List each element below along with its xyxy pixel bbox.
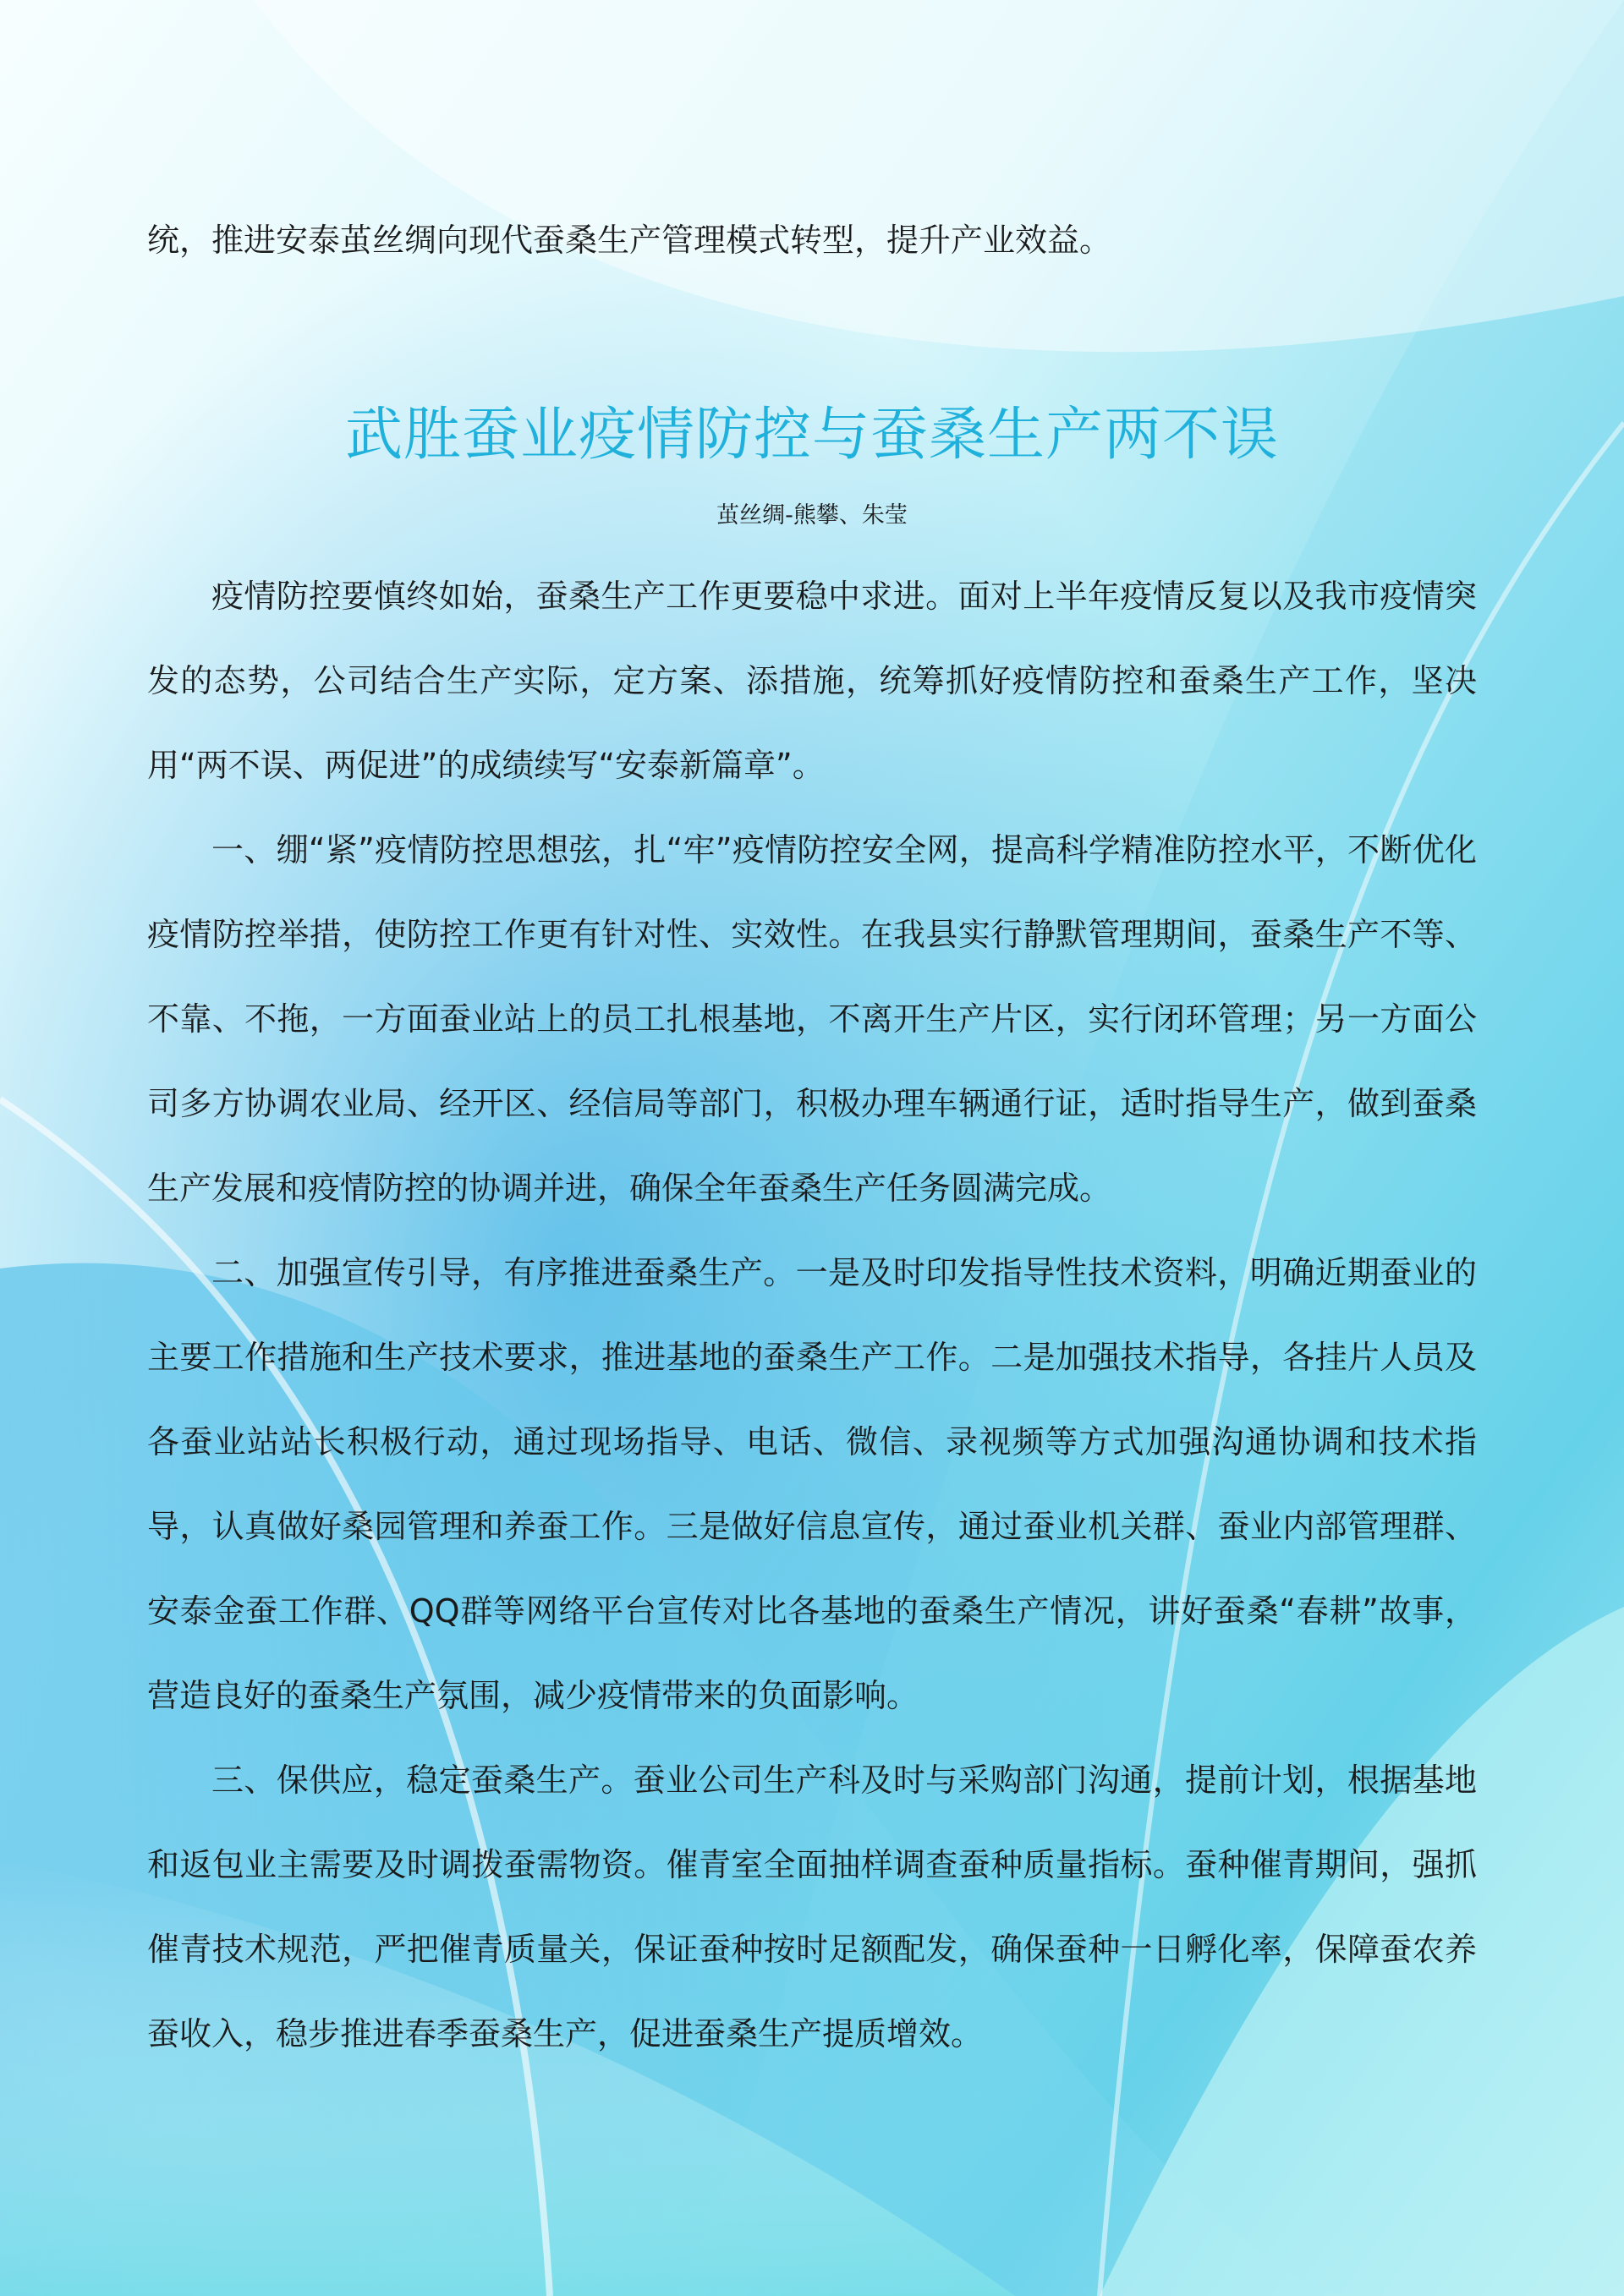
article-title: 武胜蚕业疫情防控与蚕桑生产两不误 [344,402,1279,469]
paragraph-point-1: 一、绷“紧”疫情防控思想弦，扎“牢”疫情防控安全网，提高科学精准防控水平，不断优化疫情防控举措，使防控工作更有针对性、实效性。在我县实行静默管理期间，蚕桑生产不等、不靠、不拖，一方面蚕业站上的员工扎根基地，不离开生产片区，实行闭环管理；另一方面公司多方协调农业局、经开区、经信局等部门，积极办理车辆通行证，适时指导生产，做到蚕桑生产发展和疫情防控的协调并进，确保全年蚕桑生产任务圆满完成。 [147,831,1477,1207]
continued-paragraph-line: 统，推进安泰茧丝绸向现代蚕桑生产管理模式转型，提升产业效益。 [147,222,1112,259]
paragraph-point-3: 三、保供应，稳定蚕桑生产。蚕业公司生产科及时与采购部门沟通，提前计划，根据基地和返包业主需要及时调拨蚕需物资。催青室全面抽样调查蚕种质量指标。蚕种催青期间，强抓催青技术规范，严把催青质量关，保证蚕种按时足额配发，确保蚕种一日孵化率，保障蚕农养蚕收入，稳步推进春季蚕桑生产，促进蚕桑生产提质增效。 [147,1762,1477,2052]
paragraph-intro: 疫情防控要慎终如始，蚕桑生产工作更要稳中求进。面对上半年疫情反复以及我市疫情突发的态势，公司结合生产实际，定方案、添措施，统筹抓好疫情防控和蚕桑生产工作，坚决用“两不误、两促进”的成绩续写“安泰新篇章”。 [147,578,1477,784]
article-body [147,554,1477,2076]
paragraph-point-2: 二、加强宣传引导，有序推进蚕桑生产。一是及时印发指导性技术资料，明确近期蚕业的主要工作措施和生产技术要求，推进基地的蚕桑生产工作。二是加强技术指导，各挂片人员及各蚕业站站长积极行动，通过现场指导、电话、微信、录视频等方式加强沟通协调和技术指导，认真做好桑园管理和养蚕工作。三是做好信息宣传，通过蚕业机关群、蚕业内部管理群、安泰金蚕工作群、QQ群等网络平台宣传对比各基地的蚕桑生产情况，讲好蚕桑“春耕”故事，营造良好的蚕桑生产氛围，减少疫情带来的负面影响。 [147,1254,1477,1714]
article-byline: 茧丝绸-熊攀、朱莹 [716,502,908,529]
